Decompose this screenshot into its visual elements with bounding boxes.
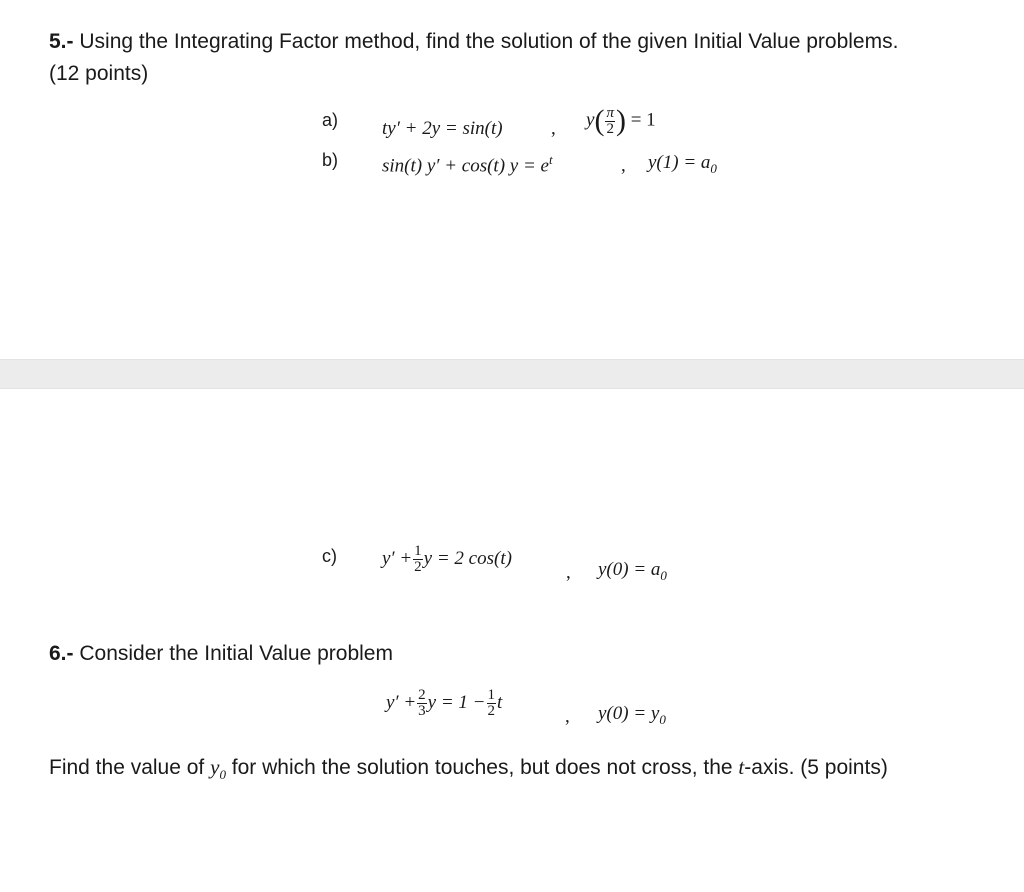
item-c-frac-den: 2 <box>414 559 422 575</box>
p6-frac1-den: 3 <box>418 703 426 719</box>
problem-6-condition <box>598 703 666 728</box>
item-b-equation-main: sin(t) y′ + cos(t) y = e <box>382 155 549 177</box>
p6-eq-mid: y = 1 − <box>427 691 486 713</box>
problem-6-question <box>49 755 888 783</box>
p6-condition-lhs: y(0) = y <box>598 703 660 724</box>
p6-eq-post: t <box>497 691 503 713</box>
problem-5-statement: Using the Integrating Factor method, find the solution of the given Initial Value problems. <box>79 30 899 53</box>
item-a-equation: ty′ + 2y = sin(t) <box>382 118 503 139</box>
p6-question-var-text: y <box>210 755 220 779</box>
item-c-eq-pre: y′ + <box>382 547 413 569</box>
item-a-separator: , <box>551 118 556 139</box>
item-b-label: b) <box>322 150 339 170</box>
p6-fraction-2 <box>487 688 497 719</box>
item-c-fraction <box>413 544 423 575</box>
right-paren: ) <box>615 104 626 137</box>
p6-question-pre: Find the value of <box>49 756 205 779</box>
p6-question-axis-var: t <box>738 755 745 779</box>
item-a-fraction <box>605 106 615 137</box>
problem-6-heading <box>49 642 393 666</box>
problem-6-equation <box>386 688 502 719</box>
p6-fraction-1 <box>417 688 427 719</box>
left-paren: ( <box>594 104 605 137</box>
item-c-label: c) <box>322 546 337 566</box>
p6-condition-sub: 0 <box>659 711 666 727</box>
item-c-condition <box>598 559 667 584</box>
p6-question-end: -axis. (5 points) <box>744 756 888 779</box>
item-a-label: a) <box>322 110 339 130</box>
item-c-eq-post: y = 2 cos(t) <box>423 547 512 569</box>
item-c-condition-sub: 0 <box>660 567 667 583</box>
problem-6-separator: , <box>565 706 570 727</box>
item-c-equation <box>382 544 512 575</box>
problem-6-number: 6.- <box>49 642 74 665</box>
problem-5-points: (12 points) <box>49 62 149 85</box>
p6-question-var <box>210 755 226 783</box>
problem-5-heading <box>49 30 898 54</box>
item-c-condition-lhs: y(0) = a <box>598 559 661 580</box>
item-c-separator: , <box>566 562 571 583</box>
p6-eq-pre: y′ + <box>386 691 417 713</box>
p6-frac1-num: 2 <box>418 687 426 703</box>
item-b-separator: , <box>621 155 626 176</box>
item-a-frac-den: 2 <box>606 120 614 137</box>
item-b-condition-sub: 0 <box>710 160 717 176</box>
item-a-condition-lhs: y <box>586 109 595 131</box>
problem-5-number: 5.- <box>49 30 74 53</box>
item-a-frac-num: π <box>606 104 614 121</box>
item-c-frac-num: 1 <box>414 543 422 559</box>
item-a-condition <box>586 104 656 138</box>
p6-question-sub: 0 <box>219 767 226 783</box>
item-a-condition-rhs: = 1 <box>630 109 656 131</box>
p6-frac2-den: 2 <box>487 703 495 719</box>
item-b-exponent: t <box>548 152 553 167</box>
problem-6-statement: Consider the Initial Value problem <box>79 642 393 665</box>
p6-question-post: for which the solution touches, but does not cross, the <box>231 756 733 779</box>
page-break-divider <box>0 359 1024 389</box>
item-b-condition-lhs: y(1) = a <box>648 152 711 173</box>
item-b-condition <box>648 152 717 177</box>
item-b-equation <box>382 152 553 177</box>
p6-frac2-num: 1 <box>487 687 495 703</box>
